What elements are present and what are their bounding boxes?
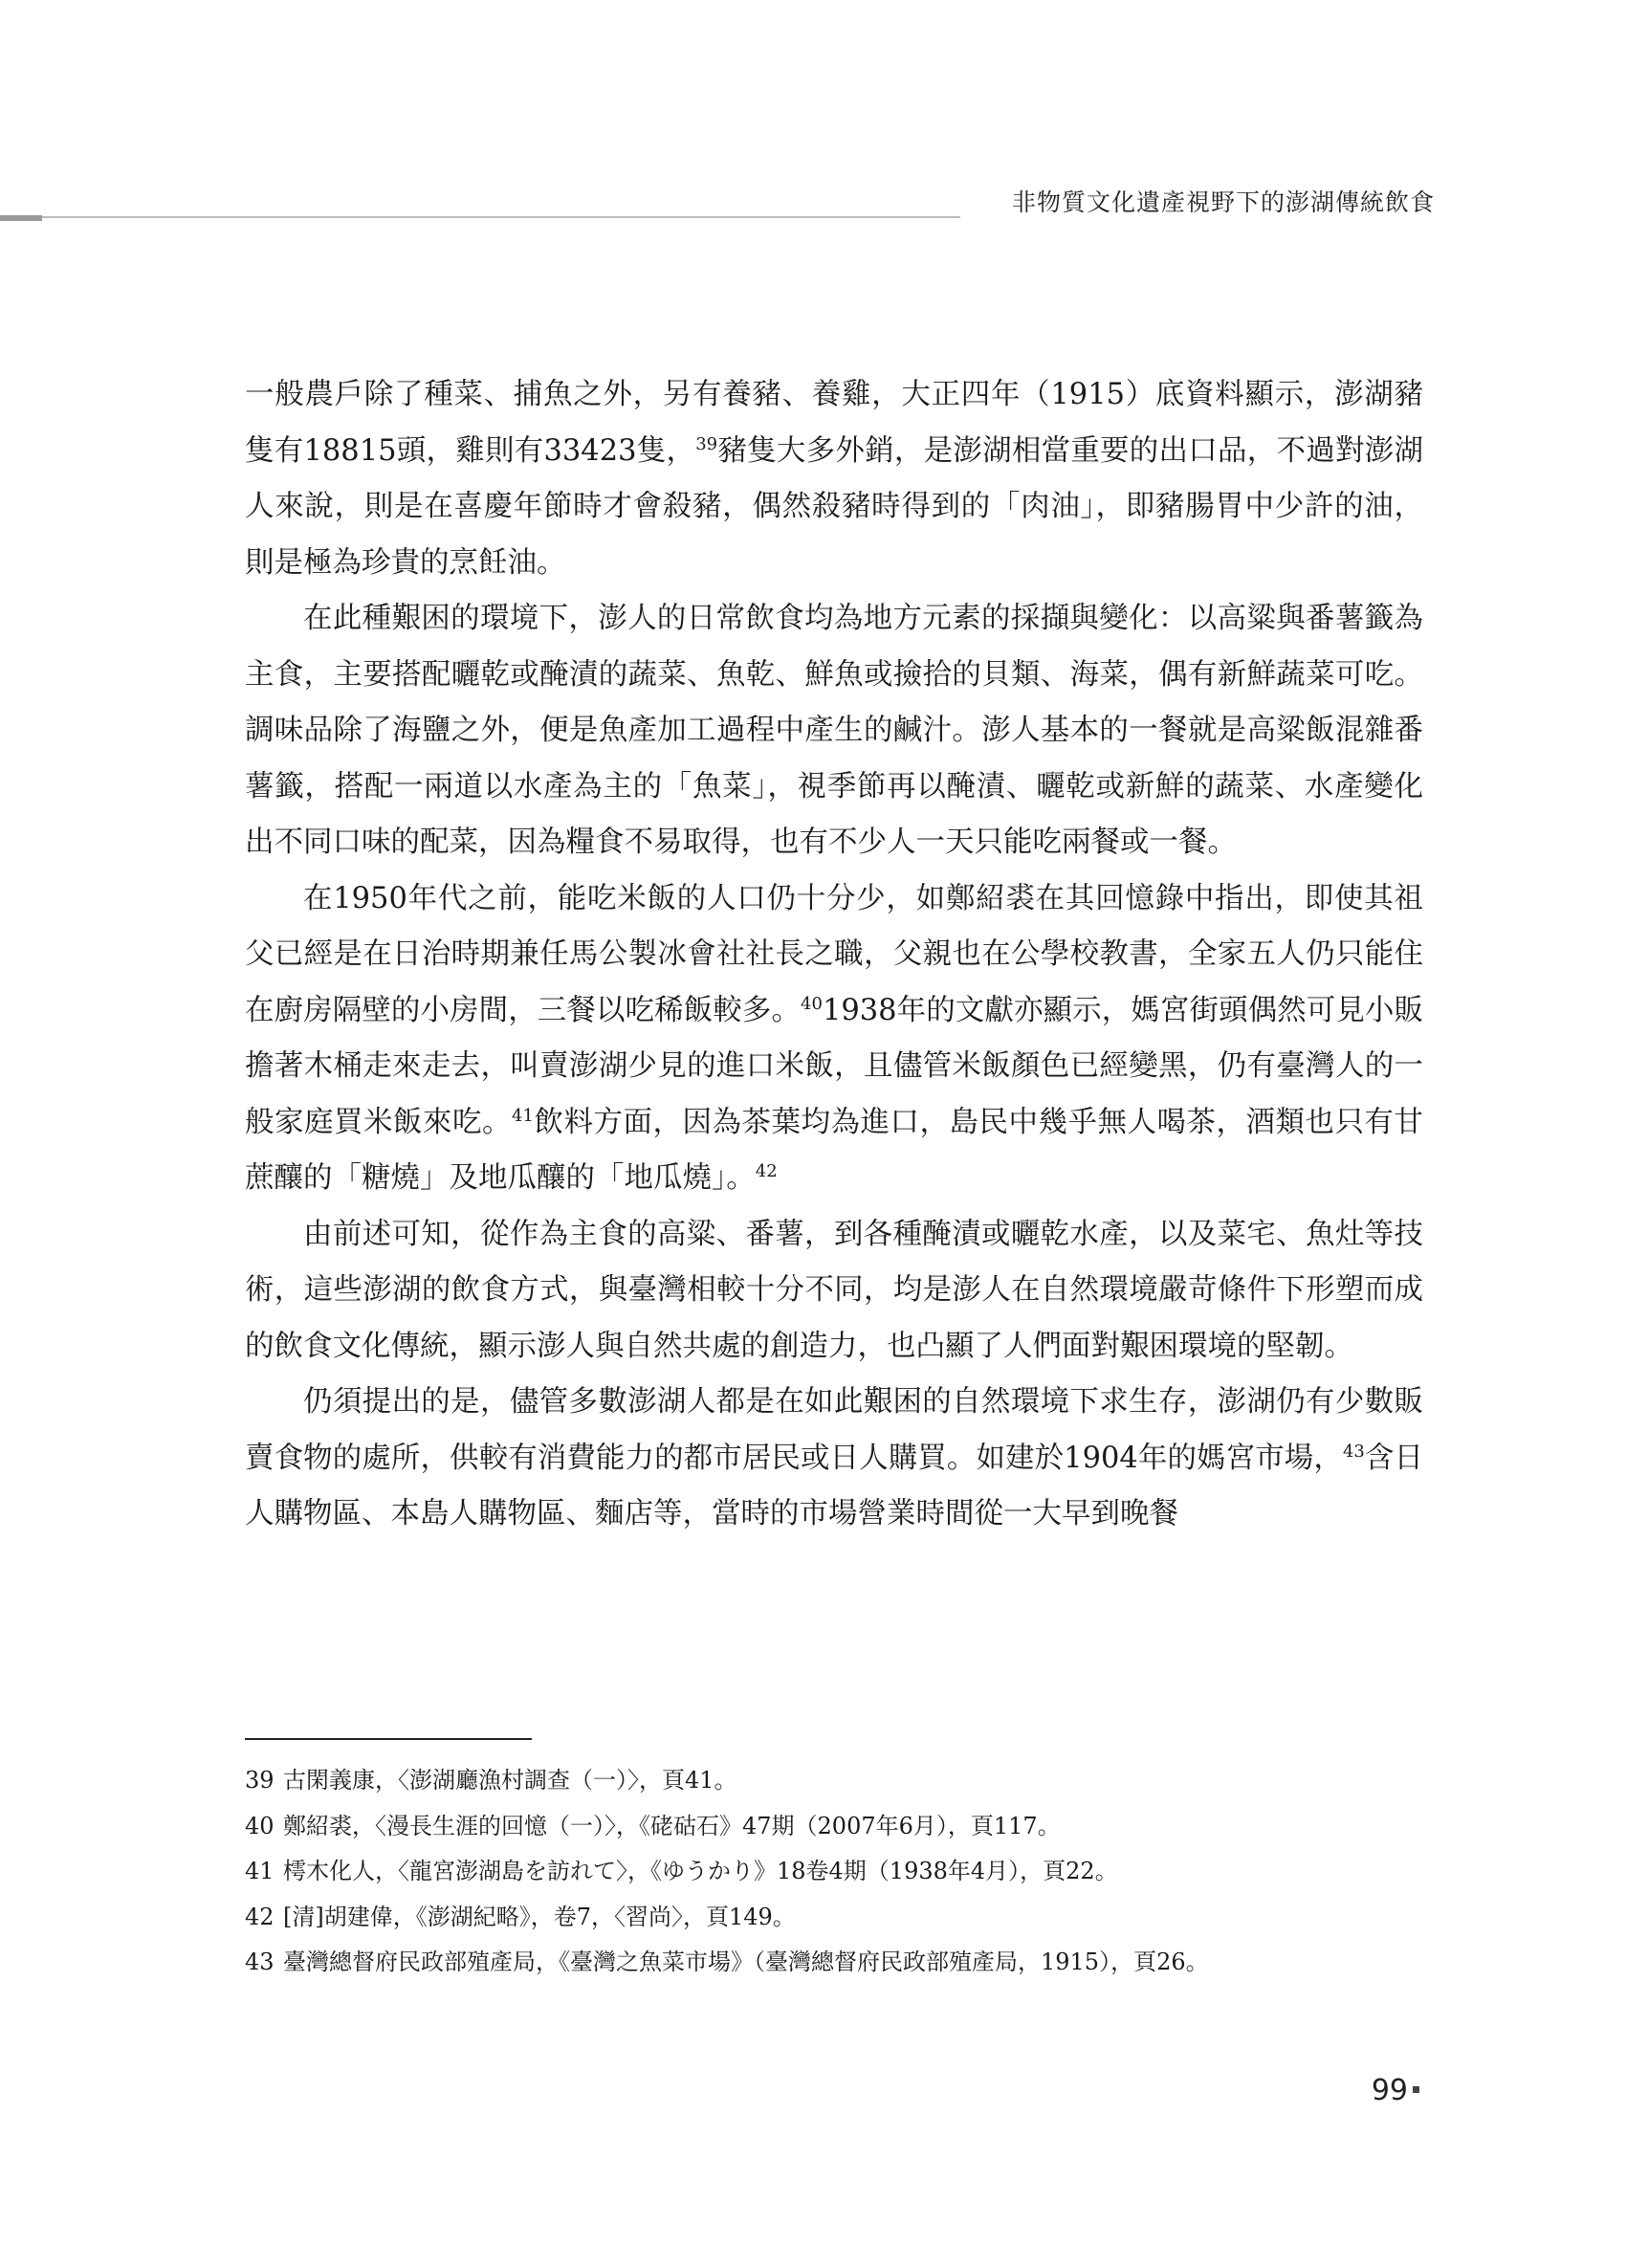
footnote-number: 43: [245, 1949, 275, 1975]
footnote-number: 39: [245, 1767, 275, 1794]
footnote-text: 臺灣總督府民政部殖產局，《臺灣之魚菜市場》（臺灣總督府民政部殖產局，1915），頁26。: [283, 1949, 1209, 1975]
footnote-text: [清]胡建偉，《澎湖紀略》，卷7，〈習尚〉，頁149。: [283, 1903, 796, 1930]
body-text: [245, 367, 1423, 1543]
header-rule: [42, 216, 960, 218]
footnote-text: 鄭紹裘，〈漫長生涯的回憶（一）〉，《硓𥑮石》47期（2007年6月），頁117。: [283, 1812, 1061, 1839]
footnote-separator: [245, 1738, 532, 1740]
paragraph-1-text-b: 豬隻大多外銷，是澎湖相當重要的出口品，不過對澎湖人來說，則是在喜慶年節時才會殺豬，偶然殺豬時得到的「肉油」，即豬腸胃中少許的油，則是極為珍貴的烹飪油。: [245, 433, 1423, 580]
footnote-39: [245, 1758, 1431, 1804]
page-number: 99: [1371, 2074, 1408, 2107]
footnote-ref-42[interactable]: 42: [755, 1160, 778, 1181]
header-edge-strip: [0, 215, 42, 221]
footnote-number: 41: [245, 1858, 275, 1884]
paragraph-4: 由前述可知，從作為主食的高粱、番薯，到各種醃漬或曬乾水產，以及菜宅、魚灶等技術，這些澎湖的飲食方式，與臺灣相較十分不同，均是澎人在自然環境嚴苛條件下形塑而成的飲食文化傳統，顯示澎人與自然共處的創造力，也凸顯了人們面對艱困環境的堅韌。: [245, 1217, 1423, 1363]
page-number-marker: [1413, 2086, 1419, 2093]
footnote-ref-43[interactable]: 43: [1342, 1441, 1365, 1462]
paragraph-3: [245, 871, 1423, 1207]
footnote-43: [245, 1940, 1431, 1986]
paragraph-5-text-a: 仍須提出的是，儘管多數澎湖人都是在如此艱困的自然環境下求生存，澎湖仍有少數販賣食物的處所，供較有消費能力的都市居民或日人購買。如建於1904年的媽宮市場，: [245, 1385, 1423, 1475]
running-title: 非物質文化遺產視野下的澎湖傳統飲食: [1011, 188, 1435, 216]
footnote-number: 42: [245, 1903, 275, 1930]
paragraph-5-text-b: 含日人購物區、本島人購物區、麵店等，當時的市場營業時間從一大早到晚餐: [245, 1441, 1423, 1530]
footnote-text: 古閑義康，〈澎湖廳漁村調查（一）〉，頁41。: [283, 1767, 737, 1794]
footnote-text: 樗木化人，〈龍宮澎湖島を訪れて〉，《ゆうかり》18卷4期（1938年4月），頁22。: [283, 1858, 1118, 1884]
footnotes: [245, 1758, 1431, 1986]
footnote-40: [245, 1804, 1431, 1850]
paragraph-3-text-b: 1938年的文獻亦顯示，媽宮街頭偶然可見小販擔著木桶走來走去，叫賣澎湖少見的進口米飯，且儘管米飯顏色已經變黑，仍有臺灣人的一般家庭買米飯來吃。: [245, 993, 1424, 1139]
footnote-ref-40[interactable]: 40: [801, 993, 823, 1014]
footnote-41: [245, 1849, 1431, 1895]
footnote-42: [245, 1895, 1431, 1941]
footnote-number: 40: [245, 1812, 275, 1839]
paragraph-1: [245, 367, 1423, 591]
paragraph-3-text-a: 在1950年代之前，能吃米飯的人口仍十分少，如鄭紹裘在其回憶錄中指出，即使其祖父已經是在日治時期兼任馬公製冰會社社長之職，父親也在公學校教書，全家五人仍只能住在廚房隔壁的小房間，三餐以吃稀飯較多。: [245, 881, 1423, 1027]
paragraph-1-text-a: 一般農戶除了種菜、捕魚之外，另有養豬、養雞，大正四年（1915）底資料顯示，澎湖豬隻有18815頭，雞則有33423隻，: [245, 378, 1423, 468]
footnote-ref-39[interactable]: 39: [695, 433, 718, 454]
paragraph-2: 在此種艱困的環境下，澎人的日常飲食均為地方元素的採擷與變化：以高粱與番薯籤為主食，主要搭配曬乾或醃漬的蔬菜、魚乾、鮮魚或撿拾的貝類、海菜，偶有新鮮蔬菜可吃。調味品除了海鹽之外，便是魚產加工過程中產生的鹹汁。澎人基本的一餐就是高粱飯混雜番薯籤，搭配一兩道以水產為主的「魚菜」，視季節再以醃漬、曬乾或新鮮的蔬菜、水產變化出不同口味的配菜，因為糧食不易取得，也有不少人一天只能吃兩餐或一餐。: [245, 602, 1423, 859]
paragraph-3-text-c: 飲料方面，因為茶葉均為進口，島民中幾乎無人喝茶，酒類也只有甘蔗釀的「糖燒」及地瓜釀的「地瓜燒」。: [245, 1105, 1424, 1195]
paragraph-5: [245, 1375, 1423, 1543]
footnote-ref-41[interactable]: 41: [512, 1105, 534, 1126]
